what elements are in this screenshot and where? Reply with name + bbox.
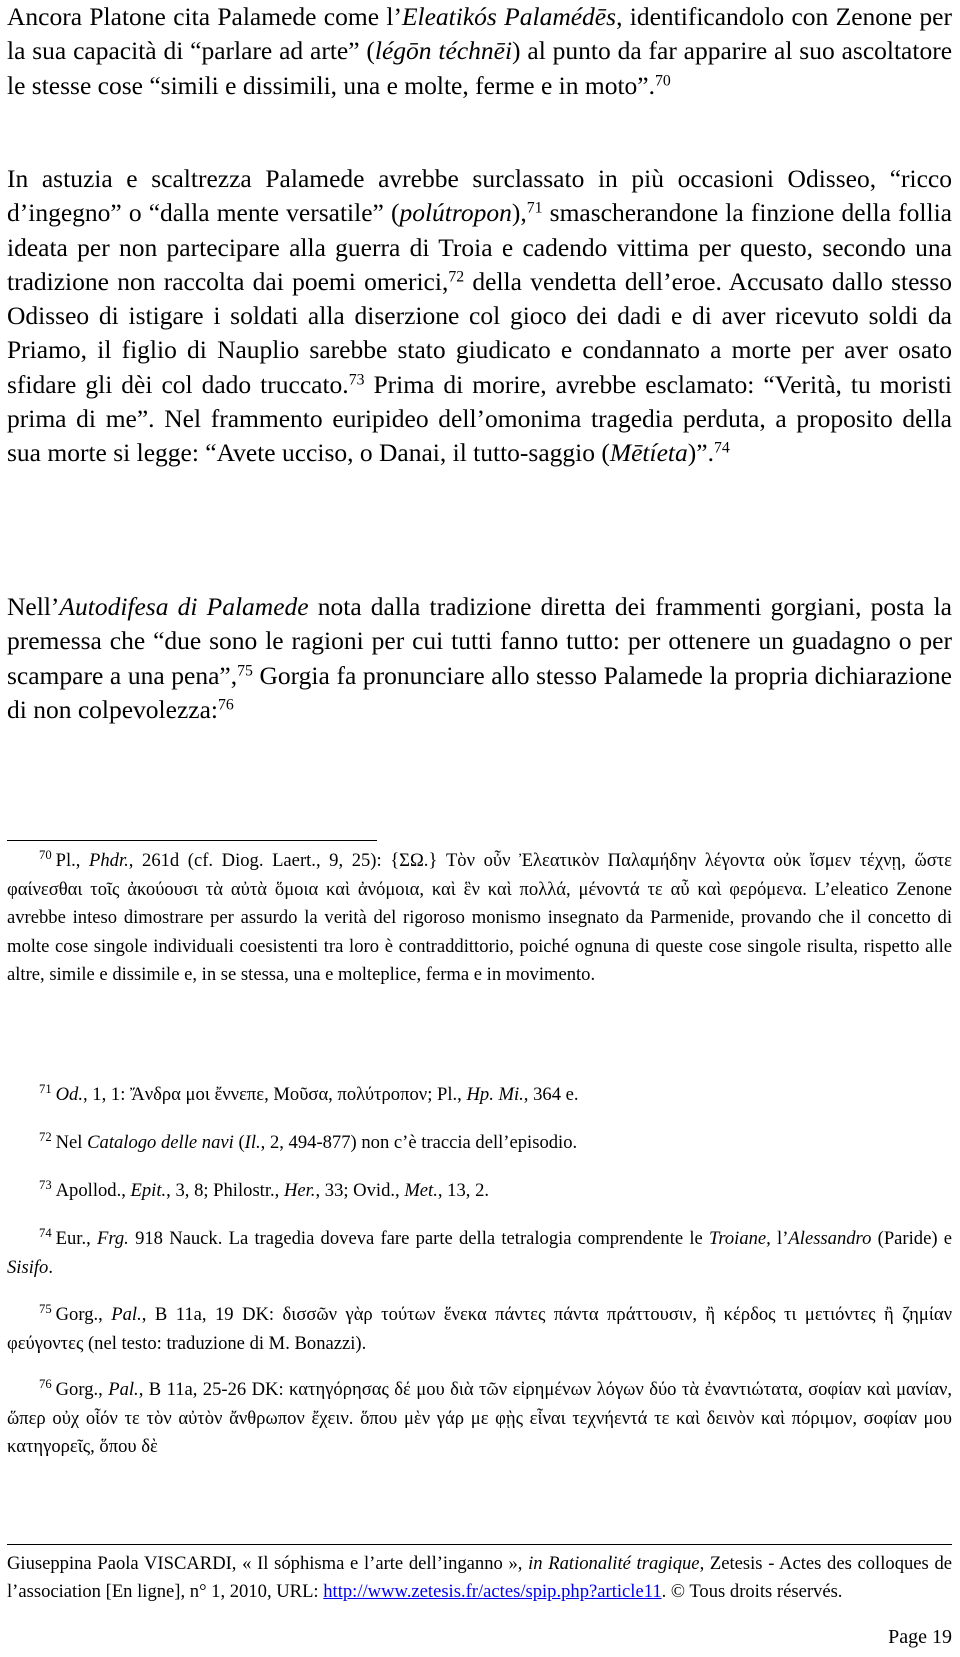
footnote-ref[interactable]: 71 [526,199,543,217]
footnote-76 [7,1376,952,1462]
italic-term: polútropon [399,198,512,228]
text-run: , Zetesis - Actes des colloques de l’association [En ligne], n° 1, 2010, URL: [7,1553,952,1602]
footnote-75 [7,1301,952,1358]
italic-term: Phdr. [89,850,129,871]
text-run: , B 11a, 19 DK: δισσῶν γὰρ τούτων ἕνεκα πάντες πάντα πράττουσιν, ἢ κέρδος τι μετιόντες ἢ ζημίαν φεύγοντες (nel testo: traduzione di M. Bonazzi). [7,1304,952,1354]
footnote-ref[interactable]: 70 [654,71,671,89]
italic-term: Met. [404,1180,438,1201]
text-run: , 261d (cf. Diog. Laert., 9, 25): {ΣΩ.} Τὸν οὖν Ἐλεατικὸν Παλαμήδην λέγοντα οὐκ ἴσμεν τέχνῃ, ὥστε φαίνεσθαι τοῖς ἀκούουσι τὰ αὐτὰ ὅμοια καὶ ἀνόμοια, καὶ ἓν καὶ πολλά, μένοντά τε αὖ καὶ φερόμενα. L’eleatico Zenone avrebbe inteso dimostrare per assurdo la verità del rigoroso monismo insegnato da Parmenide, provando che il concetto di molte cose singole individuali coesistenti tra loro è contraddittorio, poiché ognuna di queste cose singole risulta, rispetto alle altre, simile e dissimile e, in se stessa, una e molteplice, ferma e in movimento. [7,850,952,985]
text-run: Prima di morire, avrebbe esclamato: “Verità, tu moristi prima di me”. Nel frammento euripideo dell’omonima tragedia perduta, a proposito della sua morte si legge: “Avete ucciso, o Danai, il tutto-saggio ( [7,369,952,468]
italic-term: Her. [283,1180,316,1201]
article-url-link[interactable]: http://www.zetesis.fr/actes/spip.php?article11 [323,1581,662,1602]
italic-term: Catalogo delle navi [87,1132,234,1153]
text-run: ) al punto da far apparire al suo ascoltatore le stesse cose “simili e dissimili, una e molte, ferme e in moto”. [7,36,953,100]
footnote-72 [7,1129,952,1158]
body-paragraph [7,162,952,471]
italic-term: Sisifo [7,1256,49,1278]
footnote-71 [7,1081,952,1110]
text-run: Giuseppina Paola VISCARDI, « Il sóphisma e l’arte dell’inganno », [7,1553,529,1574]
body-paragraph [7,0,952,103]
text-run: . [48,1256,53,1278]
text-run: 918 Nauck. La tragedia doveva fare parte della tetralogia comprendente le [128,1228,709,1249]
footnote-73 [7,1177,952,1206]
text-run: Apollod., [55,1180,131,1201]
text-run: , 2, 494-877) non c’è traccia dell’episodio. [260,1132,578,1153]
text-run: In astuzia e scaltrezza Palamede avrebbe surclassato in più occasioni Odisseo, “ricco d’ingegno” o “dalla mente versatile” ( [7,164,952,228]
text-run: Nel [55,1132,88,1153]
italic-term: Frg. [96,1228,129,1249]
text-run: ( [233,1132,245,1153]
italic-term: Pal. [111,1304,142,1325]
text-run: , 33; Ovid., [315,1180,405,1201]
text-run: Gorg., [55,1304,112,1325]
text-run: Gorgia fa pronunciare allo stesso Palamede la propria dichiarazione di non colpevolezza: [7,660,952,724]
text-run: , 1, 1: Ἄνδρα μοι ἔννεπε, Μοῦσα, πολύτροπον; Pl., [83,1084,467,1105]
body-paragraph [7,590,952,727]
footnote-number: 71 [39,1082,52,1097]
italic-title: Autodifesa di Palamede [59,592,309,621]
footnote-separator [7,840,377,841]
citation-footer [7,1550,952,1606]
italic-term: Epit. [130,1180,167,1201]
text-run: , identificandolo con Zenone per la sua capacità di “parlare ad arte” ( [7,2,952,66]
text-run: )”. [687,438,714,468]
footnote-70 [7,847,952,990]
footnote-number: 76 [39,1377,52,1392]
footnote-ref[interactable]: 73 [348,371,365,389]
footnote-ref[interactable]: 76 [218,696,234,714]
page-number: Page 19 [888,1626,952,1648]
text-run: Eur., [55,1228,97,1249]
italic-term: Od. [55,1084,83,1105]
text-run: , 3, 8; Philostr., [166,1180,284,1201]
text-run: nota dalla tradizione diretta dei frammenti gorgiani, posta la premessa che “due sono le ragioni per cui tutti fanno tutto: per ottenere un guadagno o per scampare a una pena”, [7,592,952,690]
text-run: Gorg., [55,1379,109,1400]
italic-term: Hp. Mi. [466,1084,524,1105]
footnote-ref[interactable]: 74 [713,439,730,457]
italic-term: Pal. [108,1379,139,1400]
footnote-74 [7,1225,952,1282]
text-run: della vendetta dell’eroe. Accusato dallo stesso Odisseo di istigare i soldati alla diserzione col gioco dei dadi e di aver ricevuto soldi da Priamo, il figlio di Nauplio sarebbe stato giudicato e condannato a morte per aver osato sfidare gli dèi col dado truccato. [7,266,953,399]
text-run: Pl., [55,850,90,871]
text-run: . © Tous droits réservés. [661,1581,843,1602]
italic-term: légōn téchnēi [374,36,513,66]
footnote-number: 72 [39,1130,52,1145]
footer-separator [7,1544,952,1545]
footnote-ref[interactable]: 75 [237,661,253,679]
italic-term: Alessandro [788,1228,872,1249]
text-run: smascherandone la finzione della follia ideata per non partecipare alla guerra di Troia e cadendo vittima per questo, secondo una tradizione non raccolta dai poemi omerici, [7,198,952,296]
italic-title: in Rationalité tragique [528,1553,700,1574]
text-run: , B 11a, 25-26 DK: κατηγόρησας δέ μου διὰ τῶν εἰρημένων λόγων δύο τὰ ἐναντιώτατα, σοφίαν καὶ μανίαν, ὥπερ οὐχ οἷόν τε τὸν αὐτὸν ἄνθρωπον ἔχειν. ὅπου μὲν γάρ με φῂς εἶναι τεχνήεντά τε καὶ δεινὸν καὶ πόριμον, σοφίαν μου κατηγορεῖς, ὅπου δὲ [7,1379,952,1457]
footnote-number: 73 [39,1178,52,1193]
italic-term: Troiane, [709,1228,771,1249]
footnote-ref[interactable]: 72 [448,268,465,286]
text-run: , 364 e. [523,1084,579,1105]
italic-term: Il. [244,1132,261,1153]
text-run: , 13, 2. [437,1180,490,1201]
text-run: l’ [770,1228,789,1249]
text-run: Ancora Platone cita Palamede come l’ [7,2,402,31]
text-run: (Paride) e [871,1228,953,1249]
text-run: Nell’ [7,592,60,621]
footnote-number: 74 [39,1226,52,1241]
text-run: ), [511,198,527,228]
italic-term: Mētíeta [609,438,688,468]
italic-term: Eleatikós Palamédēs [401,2,617,31]
footnote-number: 70 [39,848,52,863]
footnote-number: 75 [39,1302,52,1317]
